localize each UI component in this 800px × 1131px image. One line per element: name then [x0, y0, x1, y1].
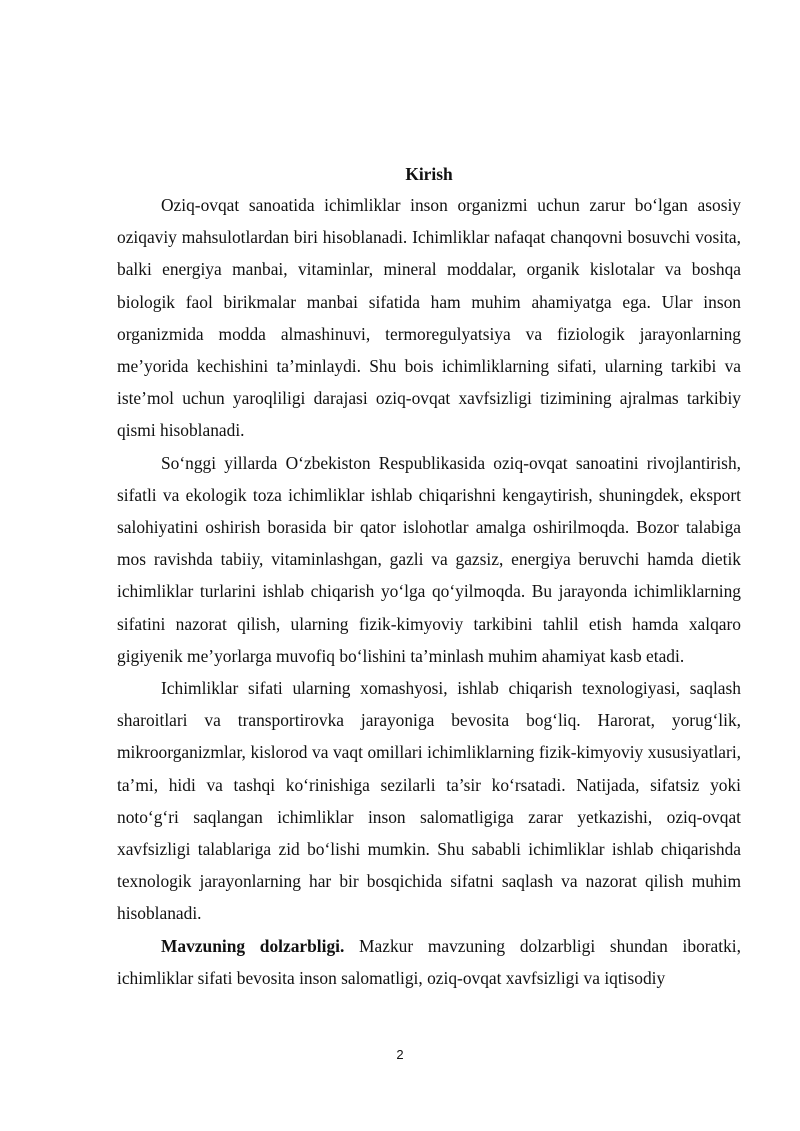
paragraph-text: Mazkur mavzuning dolzarbligi shundan iboratki, ichimliklar sifati bevosita inson salomatligi, oziq-ovqat xavfsizligi va iqtisodiy — [117, 935, 741, 988]
document-page — [117, 160, 741, 994]
paragraph-text: Soʻnggi yillarda Oʻzbekiston Respublikasida oziq-ovqat sanoatini rivojlantirish, sifatli va ekologik toza ichimliklar ishlab chiqarishni kengaytirish, shuningdek, eksport salohiyatini oshirish borasida bir qator islohotlar amalga oshirilmoqda. Bozor talabiga mos ravishda tabiiy, vitaminlashgan, gazli va gazsiz, energiya beruvchi hamda dietik ichimliklar turlarini ishlab chiqarish yoʻlga qoʻyilmoqda. Bu jarayonda ichimliklarning sifatini nazorat qilish, ularning fizik-kimyoviy tarkibini tahlil etish hamda xalqaro gigiyenik me’yorlarga muvofiq boʻlishini ta’minlash muhim ahamiyat kasb etadi. — [117, 452, 741, 666]
paragraph-reforms — [117, 447, 741, 672]
paragraph-relevance — [117, 930, 741, 994]
paragraph-quality-factors — [117, 672, 741, 930]
paragraph-lead-heading: Mavzuning dolzarbligi. — [161, 935, 345, 956]
paragraph-introduction — [117, 189, 741, 447]
page-number: 2 — [396, 1047, 404, 1062]
paragraph-text: Ichimliklar sifati ularning xomashyosi, ishlab chiqarish texnologiyasi, saqlash sharoitlari va transportirovka jarayoniga bevosita bogʻliq. Harorat, yorugʻlik, mikroorganizmlar, kislorod va vaqt omillari ichimliklarning fizik-kimyoviy xususiyatlari, ta’mi, hidi va tashqi koʻrinishiga sezilarli ta’sir koʻrsatadi. Natijada, sifatsiz yoki notoʻgʻri saqlangan ichimliklar inson salomatligiga zarar yetkazishi, oziq-ovqat xavfsizligi talablariga zid boʻlishi mumkin. Shu sababli ichimliklar ishlab chiqarishda texnologik jarayonlarning har bir bosqichida sifatni saqlash va nazorat qilish muhim hisoblanadi. — [117, 678, 741, 924]
paragraph-text: Oziq-ovqat sanoatida ichimliklar inson organizmi uchun zarur boʻlgan asosiy oziqaviy mahsulotlardan biri hisoblanadi. Ichimliklar nafaqat chanqovni bosuvchi vosita, balki energiya manbai, vitaminlar, mineral moddalar, organik kislotalar va boshqa biologik faol birikmalar manbai sifatida ham muhim ahamiyatga ega. Ular inson organizmida modda almashinuvi, termoregulyatsiya va fiziologik jarayonlarning me’yorida kechishini ta’minlaydi. Shu bois ichimliklarning sifati, ularning tarkibi va iste’mol uchun yaroqliligi darajasi oziq-ovqat xavfsizligi tizimining ajralmas tarkibiy qismi hisoblanadi. — [117, 195, 741, 441]
section-title: Kirish — [405, 164, 453, 184]
